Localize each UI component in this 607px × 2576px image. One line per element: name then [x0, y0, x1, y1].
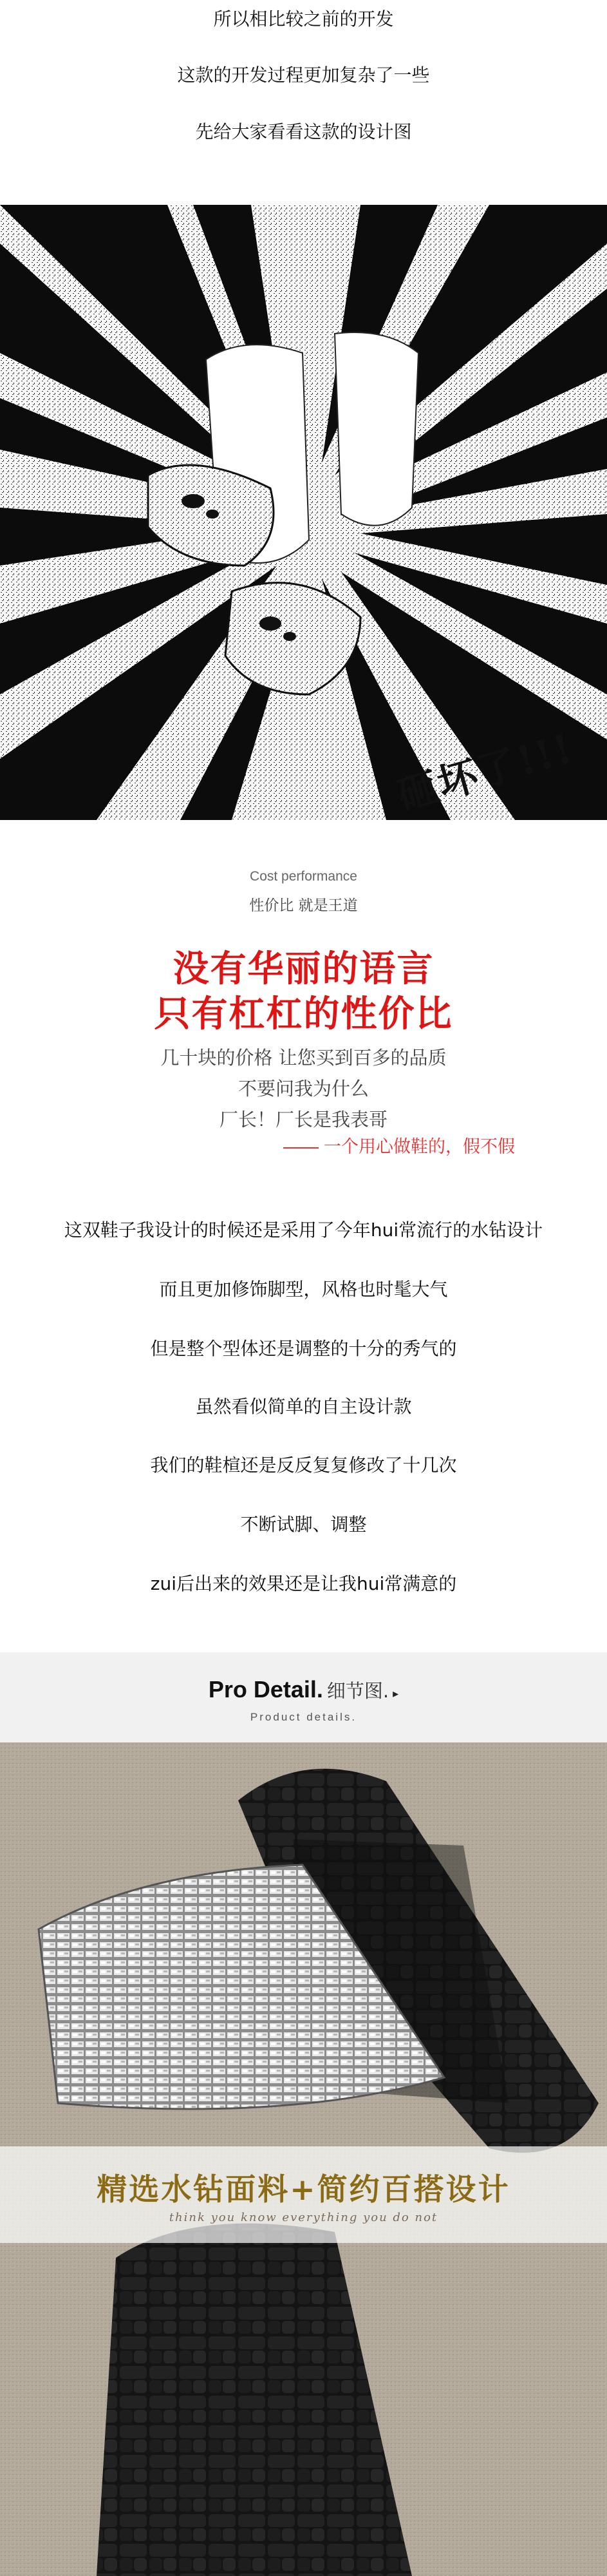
price-line: 几十块的价格 让您买到百多的品质	[160, 1047, 447, 1069]
headline-line-1: 没有华丽的语言	[173, 948, 434, 990]
intro-line-3: 先给大家看看这款的设计图	[195, 121, 412, 142]
design-paragraph-4: 虽然看似简单的自主设计款	[195, 1396, 412, 1417]
pro-detail-title-zh: 细节图.	[326, 1680, 389, 1702]
dash-divider	[283, 1147, 319, 1149]
caption-subtitle: think you know everything you do not	[169, 2211, 438, 2224]
intro-line-2: 这款的开发过程更加复杂了一些	[177, 64, 430, 86]
design-sketch-image	[0, 205, 607, 820]
dont-ask-line: 不要问我为什么	[238, 1078, 369, 1100]
headline-line-2: 只有杠杠的性价比	[154, 993, 453, 1035]
manga-handwritten-text: 砸坏了!!!	[393, 724, 579, 819]
design-paragraph-3: 但是整个型体还是调整的十分的秀气的	[150, 1338, 457, 1359]
pro-detail-subtitle: Product details.	[250, 1711, 357, 1723]
design-paragraph-2: 而且更加修饰脚型，风格也时髦大气	[159, 1279, 448, 1300]
play-arrow-icon: ▸	[393, 1687, 399, 1701]
pro-detail-title	[0, 1676, 607, 1703]
factory-line: 厂长！厂长是我表哥	[219, 1109, 388, 1131]
design-paragraph-5: 我们的鞋楦还是反反复复修改了十几次	[150, 1455, 457, 1476]
signature-line	[283, 1132, 515, 1158]
caption-title: 精选水钻面料+简约百搭设计	[97, 2172, 510, 2208]
design-paragraph-6: 不断试脚、调整	[240, 1514, 367, 1535]
speed-lines-illustration	[0, 205, 607, 820]
design-paragraph-7: zui后出来的效果还是让我hui常满意的	[150, 1573, 457, 1594]
cost-performance-title-zh: 性价比 就是王道	[249, 897, 358, 914]
cost-performance-title-en: Cost performance	[250, 869, 357, 884]
design-paragraph-1: 这双鞋子我设计的时候还是采用了今年hui常流行的水钻设计	[64, 1219, 543, 1241]
signature-text: 一个用心做鞋的，假不假	[324, 1137, 515, 1157]
pro-detail-title-en: Pro Detail.	[208, 1676, 323, 1703]
intro-line-1: 所以相比较之前的开发	[213, 8, 394, 30]
